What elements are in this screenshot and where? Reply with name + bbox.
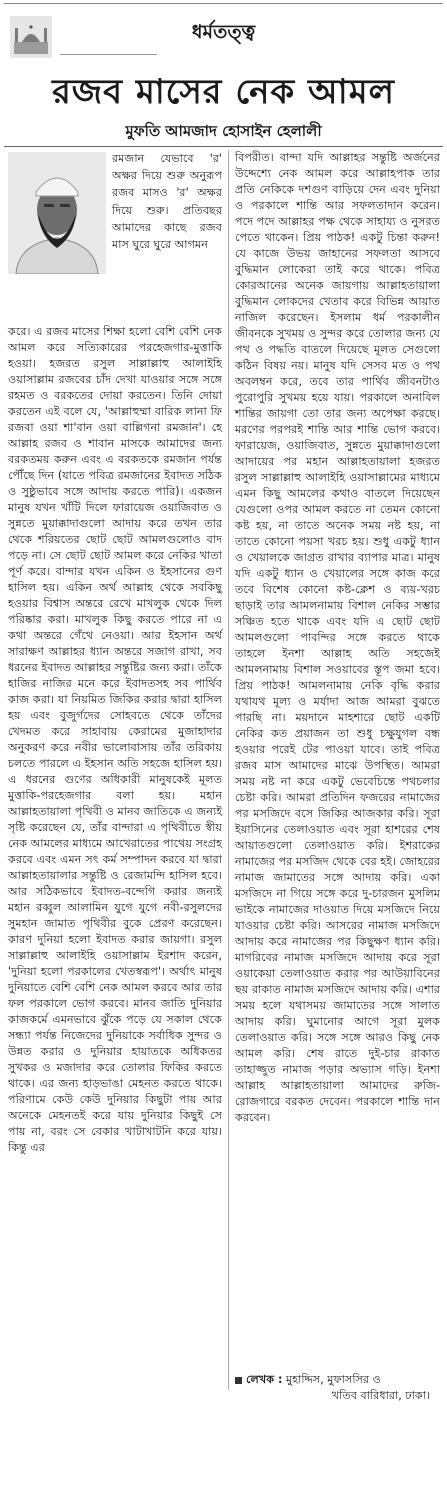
article-column-right: বিপরীত। বান্দা যদি আল্লাহর সন্তুষ্টি অর্জনের উদ্দেশ্যে নেক আমল করে আল্লাহপাক তার প্রতি নেকিকে দশগুণ বাড়িয়ে দেন এবং দুনিয়া ও পরকালে শান্তি আর সফলতাদান করেন। পদে পদে আল্লাহর পক্ষ থেকে সাহায্য ও নুসরত পেতে থাকেন। প্রিয় পাঠক! একটু চিন্তা করুন! যে কাজে উভয় জাহানের সফলতা আসবে বুদ্ধিমান লোকেরা তাই করে থাকে। পবিত্র কোরআনের অনেক জায়গায় আল্লাহতায়ালা বুদ্ধিমান লোকদের খেতাব করে বিভিন্ন আয়াত নাজিল করেছেন। ইসলাম ধর্ম পরকালীন জীবনকে সুখময় ও সুন্দর করে তোলার জন্য যে পথ ও পদ্ধতি বাতলে দিয়েছে মূলত সেগুলো কঠিন বিষয় নয়। মানুষ যদি সেসব মত ও পথ অবলম্বন করে, তবে তার পার্থিব জীবনটাও পুরোপুরি সুখময় হয়ে যায়। পরকালে অনাবিল শান্তির জায়গা তো তার জন্য অপেক্ষা করছে। মরণের পরপরই শান্তি আর শান্তি ভোগ করবে। ফারায়েজ, ওয়াজিবাত, সুন্নতে মুয়াক্কাদাগুলো আদায়ের পর মহান আল্লাহতায়ালা হজরত রসুল সাল্লাল্লাহু আলাইহি ওয়াসাল্লামের মাধ্যমে এমন কিছু আমলের কথাও বাতলে দিয়েছেন যেগুলো ওপর আমল করতে না তেমন কোনো কষ্ট হয়, না তাতে অনেক সময় নষ্ট হয়, না তাতে কোনো পয়সা খরচ হয়। শুধু একটু ধ্যান ও খেয়ালকে জাগ্রত রাখার ব্যাপার মাত্র। মানুষ যদি একটু ধ্যান ও খেয়ালের সঙ্গে কাজ করে তবে বিশেষ কোনো কষ্ট-ক্লেশ ও ব্যয়-খরচ ছাড়াই তার আমলনামায় বিশাল নেকির সম্ভার সঞ্চিত হতে থাকে এবং যদি এ ছোট ছোট আমলগুলো পাবন্দির সঙ্গে করতে থাকে তাহলে ইনশা আল্লাহ অতি সহজেই আমলনামায় বিশাল সওয়াবের স্তূপ জমা হবে। প্রিয় পাঠক! আমলনামায় নেকি বৃদ্ধি করার যথাযথ মূল্য ও মর্যাদা আজ আমরা বুঝতে পারছি না। ময়দানে মাহশারে ছোট একটি নেকির কত প্রয়াজন তা শুধু চক্ষুযুগল বন্ধ হওয়ার পরেই টের পাওয়া যাবে। তাই পবিত্র রজব মাস আমাদের মাঝে উপস্থিত। আমরা সময় নষ্ট না করে একটু ভেবেচিন্তে পথচলার চেষ্টা করি। আমরা প্রতিদিন ফজরের নামাজের পর মসজিদে বসে জিকির আজকার করি। সূরা ইয়াসিনের তেলাওয়াত এবং সূরা হাশরের শেষ আয়াতগুলো তেলাওয়াত করি। ইশরাকের নামাজের পর মসজিদ থেকে বের হই। জোহরের নামাজ জামাতের সঙ্গে আদায় করি। একা মসজিদে না গিয়ে সঙ্গে করে দু-চারজন মুসলিম ভাইকে নামাজের দাওয়াত দিয়ে মসজিদে নিয়ে যাওয়ার চেষ্টা করি। আসরের নামাজ মসজিদে আদায় করে নামাজের পর কিছুক্ষণ ধ্যান করি। মাগরিবের নামাজ মসজিদে আদায় করে সূরা ওয়াকেয়া তেলাওয়াত করার পর আউয়াবিনের ছয় রাকাত নামাজ মসজিদে আদায় করি। এশার সময় হলে যথাসময় জামাতের সঙ্গে সালাত আদায় করি। ঘুমানোর আগে সূরা মুলক তেলাওয়াত করি। সঙ্গে সঙ্গে আরও কিছু নেক আমল করি। শেষ রাতে দুই-চার রাকাত তাহাজ্জুত নামাজ পড়ার অভ্যাস গড়ি। ইনশা আল্লাহ আল্লাহতায়ালা আমাদের রুজি-রোজগারে বরকত দেবেন। পরকালে শান্তি দান করবেন। (235, 151, 441, 1124)
article-column-left: করে। এ রজব মাসের শিক্ষা হলো বেশি বেশি নেক আমল করে সত্যিকারের পরহেজগার-মুত্তাকি হওয়া। হজরত রসুল সাল্লাল্লাহু আলাইহি ওয়াসাল্লাম রজবের চাঁদ দেখা যাওয়ার সঙ্গে সঙ্গে রহমত ও বরকতের দোয়া করতেন। তিনি দোয়া করতেন এই বলে যে, 'আল্লাহুম্মা বারিক লানা ফি রজবা ওয়া শা'বান ওয়া বাল্লিগনা রমজান'। হে আল্লাহ রজব ও শাবান মাসকে আমাদের জন্য বরকতময় করুন এবং এ বরকতকে রমজান পর্যন্ত পৌঁছে দিন (যাতে পবিত্র রমজানের ইবাদত সঠিক ও সুষ্ঠুভাবে সঙ্গে আদায় করতে পারি)। একজন মানুষ যখন খাঁটি দিলে ফারায়েজ ওয়াজিবাত ও সুন্নতে মুয়াক্কাদাগুলো আদায় করে তখন তার থেকে শরিয়তের ছোট ছোট আমলগুলোও বাদ পড়ে না। সে ছোট ছোট আমল করে নেকির খাতা পূর্ণ করে। বান্দার যখন একিন ও ইহসানের গুণ হাসিল হয়। একিন অর্থ আল্লাহ থেকে সবকিছু হওয়ার বিশ্বাস অন্তরে রেখে মাখলুক থেকে দিল পরিষ্কার করা। মাখলুক কিছু করতে পারে না এ কথা অন্তরে গেঁথে নেওয়া। আর ইহসান অর্থ সারাক্ষণ আল্লাহর ধ্যান অন্তরে সজাগ রাখা, সব ধরনের ইবাদত আল্লাহর সন্তুষ্টির জন্য করা। তাঁকে হাজির নাজির মনে করে ইবাদতসহ সব পার্থিব কাজ করা। যা নিয়মিত জিকির করার দ্বারা হাসিল হয় এবং বুজুর্গদের সোহবতে থেকে তাঁদের খেদমত করে সাহাবায় কেরামের মুজাহাদার অনুকরণ করে নবীর ভালোবাসায় তাঁর তরিকায় চলতে পারলে এ ইহসান অতি সহজে হাসিল হয়। এ ধরনের গুণের অধিকারী মানুষকেই মূলত মুত্তাকি-পরহেজগার বলা হয়। মহান আল্লাহতায়ালা পৃথিবী ও মানব জাতিকে এ জন্যই সৃষ্টি করেছেন যে, তাঁর বান্দারা এ পৃথিবীতে স্বীয় নেক আমলের মাধ্যমে আখেরাতের পাথেয় সংগ্রহ করবে এবং এমন সৎ কর্ম সম্পাদন করবে যা দ্বারা আল্লাহতায়ালার সন্তুষ্টি ও রেজামন্দি হাসিল হবে। আর সঠিকভাবে ইবাদত-বন্দেগি করার জন্যই মহান রব্বুল আলামিন যুগে যুগে নবী-রসুলদের সুমহান জামাত পৃথিবীর বুকে প্রেরণ করেছেন। কারণ দুনিয়া হলো ইবাদত করার জায়গা। রসুল সাল্লাল্লাহু আলাইহি ওয়াসাল্লাম ইরশাদ করেন, 'দুনিয়া হলো পরকালের খেতস্বরূপ'। অর্থাৎ মানুষ দুনিয়াতে বেশি বেশি নেক আমল করবে আর তার ফল পরকালে ভোগ করবে। মানব জাতি দুনিয়ার কাজকর্মে এমনভাবে ঝুঁকে পড়ে যে সকাল থেকে সন্ধ্যা পর্যন্ত নিজেদের দুনিয়াকে সর্বাধিক সুন্দর ও উন্নত করার ও দুনিয়ার হায়াতকে অধিকতর সুখকর ও মজাদার করে তোলার ফিকির করতে থাকে। এর জন্য হাড়ভাঙা মেহনত করতে থাকে। পরিণামে কেউ কেউ দুনিয়ার কিছুটা পায় আর অনেকে মেহনতই করে যায় দুনিয়ার কিছুই সে পায় না, বরং সে বেকার খাটাখাটনি করে যায়। কিন্তু এর (8, 325, 223, 1154)
bullet-icon (235, 1377, 242, 1384)
top-rule (4, 3, 443, 4)
author-note-label: লেখক : (246, 1373, 283, 1386)
byline-rule (4, 146, 443, 147)
article-intro: রমজান যেভাবে 'র' অক্ষর দিয়ে শুরু অনুরূপ রজব মাসও 'র' অক্ষর দিয়ে শুরু। প্রতিবছর আমাদের কাছে রজব মাস ঘুরে ঘুরে আগমন (112, 152, 222, 252)
column-divider (228, 150, 229, 1390)
author-note-line2: খতিব বারিধারা, ঢাকা। (331, 1389, 430, 1402)
article-title: রজব মাসের নেক আমল (52, 72, 395, 112)
author-byline: মুফতি আমজাদ হোসাইন হেলালী (125, 122, 322, 140)
section-rule (60, 54, 157, 55)
section-name: ধর্মতত্ত্ব (191, 21, 256, 43)
section-header (0, 14, 447, 60)
author-photo (8, 152, 106, 274)
author-note (235, 1372, 440, 1404)
author-note-line1: মুহাদ্দিস, মুফাসসির ও (285, 1373, 381, 1386)
